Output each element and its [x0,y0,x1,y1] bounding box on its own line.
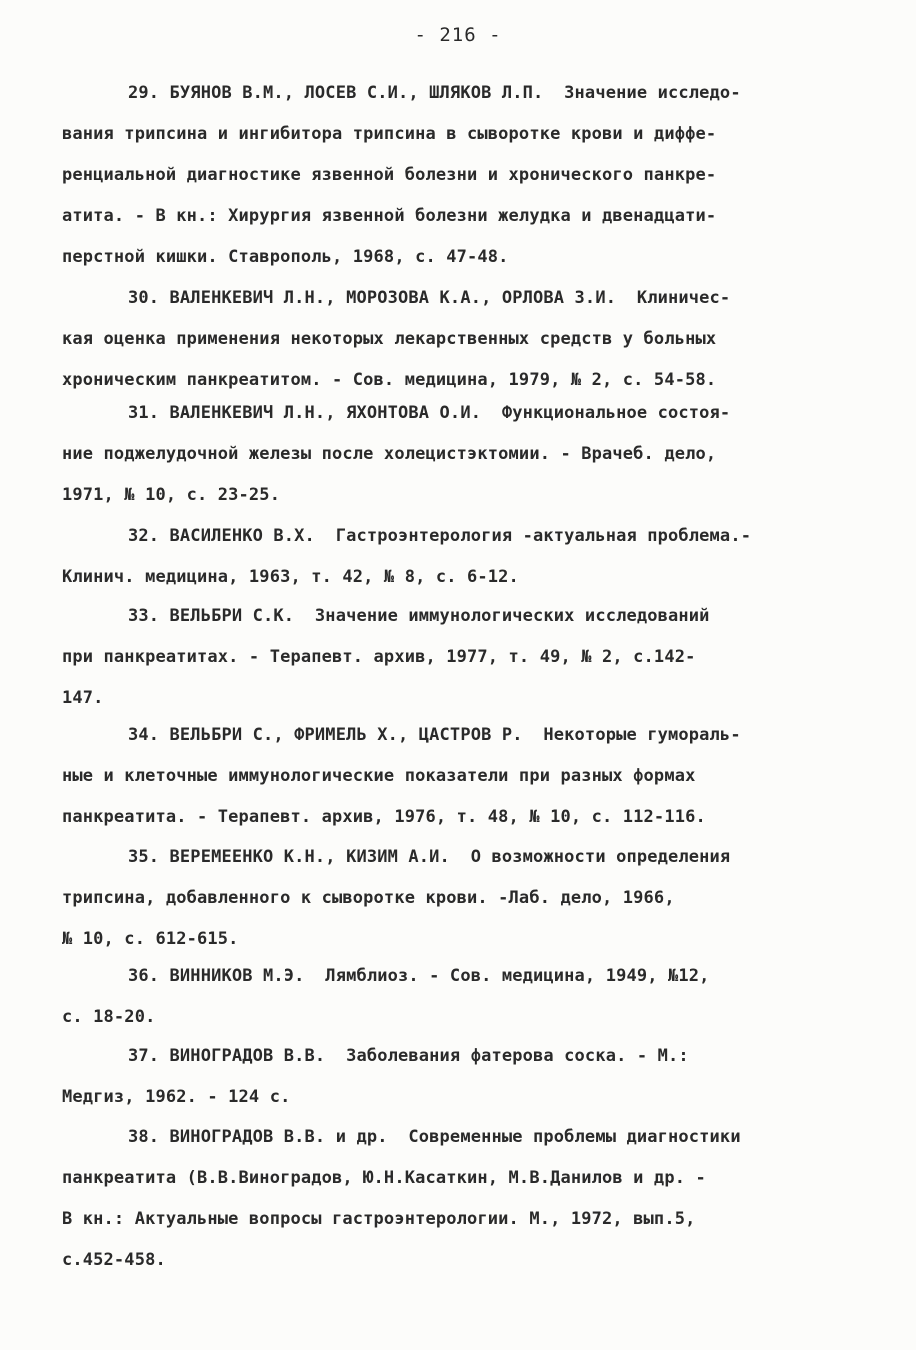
reference-line: ные и клеточные иммунологические показатели при разных формах [62,766,696,786]
reference-line: кая оценка применения некоторых лекарственных средств у больных [62,329,717,349]
reference-31 [62,393,862,516]
reference-line: 30. ВАЛЕНКЕВИЧ Л.Н., МОРОЗОВА К.А., ОРЛОВА З.И. Клиничес- [128,288,731,308]
reference-line: при панкреатитах. - Терапевт. архив, 1977, т. 49, № 2, с.142- [62,647,696,667]
reference-line: перстной кишки. Ставрополь, 1968, с. 47-48. [62,247,509,267]
reference-line: 37. ВИНОГРАДОВ В.В. Заболевания фатерова соска. - М.: [128,1046,689,1066]
reference-line: хроническим панкреатитом. - Сов. медицина, 1979, № 2, с. 54-58. [62,370,717,390]
reference-line: атита. - В кн.: Хирургия язвенной болезни желудка и двенадцати- [62,206,717,226]
reference-line: Медгиз, 1962. - 124 с. [62,1087,291,1107]
reference-line: 1971, № 10, с. 23-25. [62,485,281,505]
reference-33 [62,596,862,719]
reference-line: В кн.: Актуальные вопросы гастроэнтерологии. М., 1972, вып.5, [62,1209,696,1229]
reference-line: 34. ВЕЛЬБРИ С., ФРИМЕЛЬ Х., ЦАСТРОВ Р. Некоторые гумораль- [128,725,741,745]
reference-line: 29. БУЯНОВ В.М., ЛОСЕВ С.И., ШЛЯКОВ Л.П. Значение исследо- [128,83,741,103]
reference-line: 31. ВАЛЕНКЕВИЧ Л.Н., ЯХОНТОВА О.И. Функциональное состоя- [128,403,731,423]
reference-line: № 10, с. 612-615. [62,929,239,949]
reference-35 [62,837,862,960]
reference-line: ние поджелудочной железы после холецистэктомии. - Врачеб. дело, [62,444,717,464]
reference-line: панкреатита (В.В.Виноградов, Ю.Н.Касаткин, М.В.Данилов и др. - [62,1168,706,1188]
reference-line: 35. ВЕРЕМЕЕНКО К.Н., КИЗИМ А.И. О возможности определения [128,847,731,867]
reference-line: вания трипсина и ингибитора трипсина в сыворотке крови и диффе- [62,124,717,144]
reference-line: 33. ВЕЛЬБРИ С.К. Значение иммунологических исследований [128,606,710,626]
reference-line: панкреатита. - Терапевт. архив, 1976, т. 48, № 10, с. 112-116. [62,807,706,827]
reference-line: 36. ВИННИКОВ М.Э. Лямблиоз. - Сов. медицина, 1949, №12, [128,966,710,986]
reference-line: Клинич. медицина, 1963, т. 42, № 8, с. 6-12. [62,567,519,587]
reference-36 [62,956,862,1038]
page-number: - 216 - [414,24,502,46]
reference-37 [62,1036,862,1118]
reference-line: с. 18-20. [62,1007,156,1027]
reference-38 [62,1117,862,1281]
reference-29 [62,73,862,278]
reference-30 [62,278,862,401]
reference-line: 147. [62,688,104,708]
reference-34 [62,715,862,838]
reference-32 [62,516,862,598]
reference-line: ренциальной диагностике язвенной болезни и хронического панкре- [62,165,717,185]
reference-line: с.452-458. [62,1250,166,1270]
reference-line: трипсина, добавленного к сыворотке крови. -Лаб. дело, 1966, [62,888,675,908]
reference-line: 32. ВАСИЛЕНКО В.Х. Гастроэнтерология -актуальная проблема.- [128,526,752,546]
reference-line: 38. ВИНОГРАДОВ В.В. и др. Современные проблемы диагностики [128,1127,741,1147]
